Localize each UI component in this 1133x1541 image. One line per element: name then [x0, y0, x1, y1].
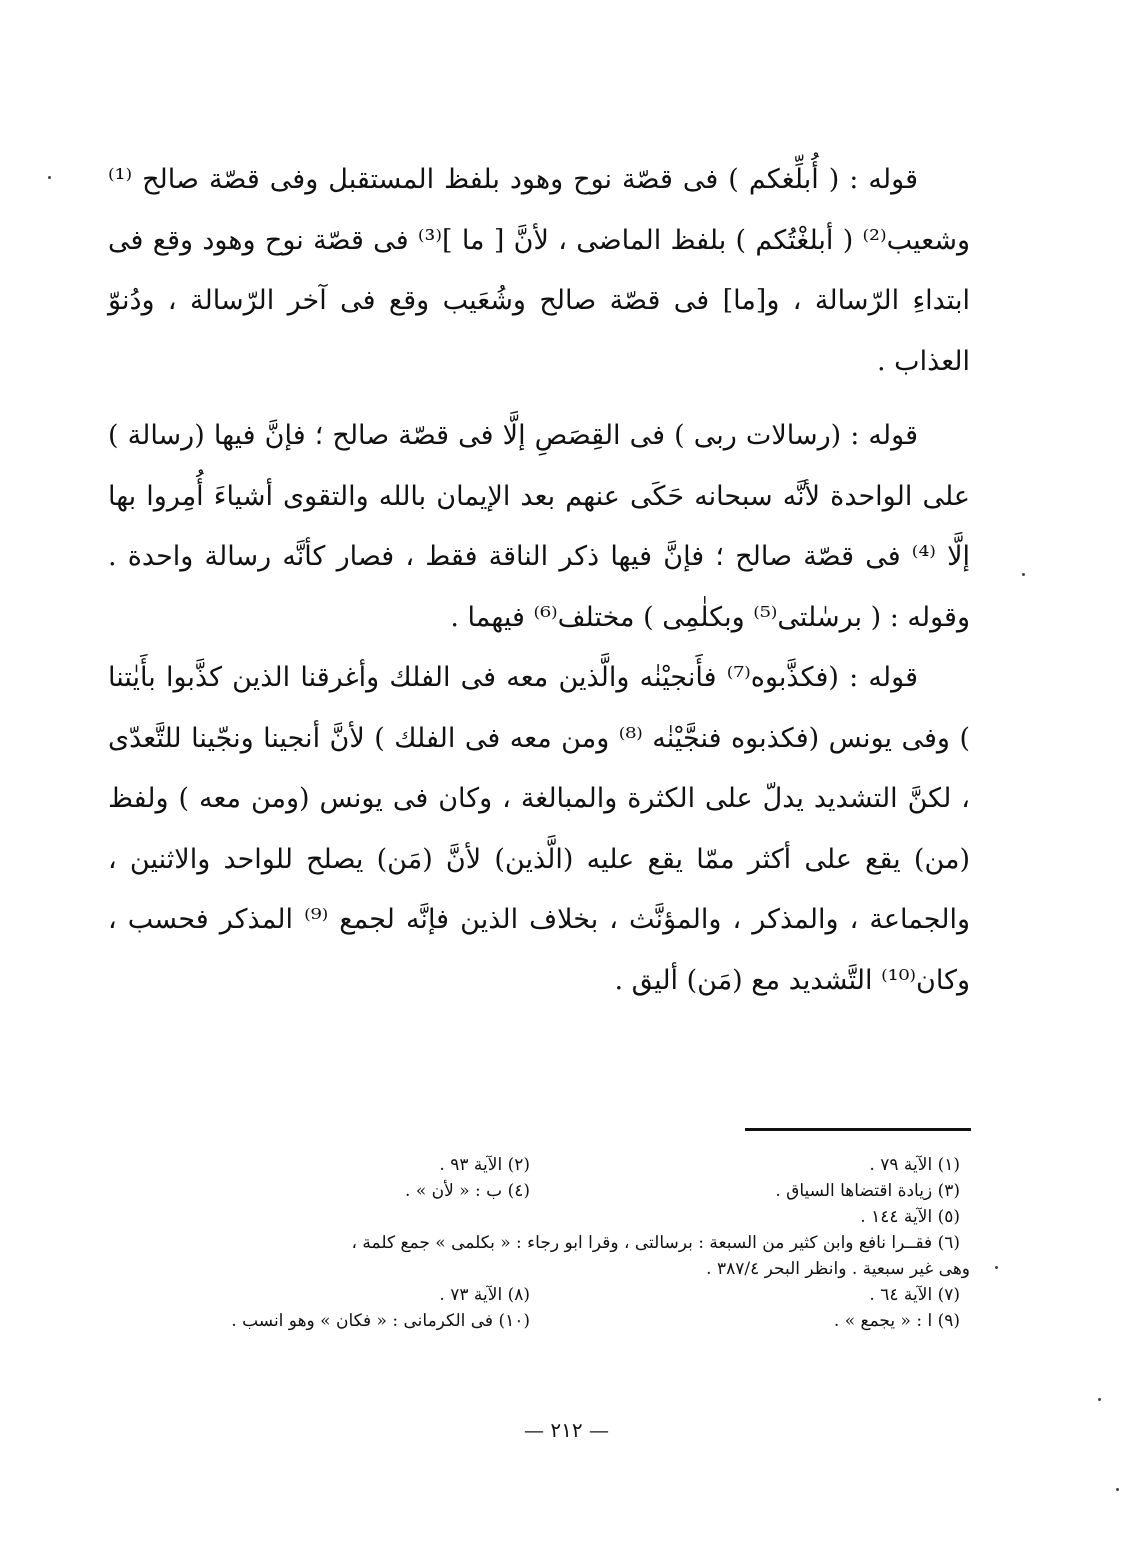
scan-speck	[995, 1266, 998, 1269]
paragraph-2: قوله : (رسالات ربى ) فى القِصَصِ إلَّا فى قصّة صالح ؛ فإنَّ فيها (رسالة ) على الواحدة لأنَّه سبحانه حَكَى عنهم بعد الإيمان بالله والتقوى أشياءَ أُمِروا بها إلَّا ⁽⁴⁾ فى قصّة صالح ؛ فإنَّ فيها ذكر الناقة فقط ، فصار كأنَّه رسالة واحدة . وقوله : ( برسٰلتى⁽⁵⁾ وبكلٰمِى ) مختلف⁽⁶⁾ فيهما .	[108, 420, 970, 633]
footnote-3: (٣) زيادة اقتضاها السياق .	[775, 1181, 960, 1201]
scan-speck	[48, 176, 51, 179]
footnote-9: (٩) ا : « يجمع » .	[833, 1311, 960, 1331]
footnote-row	[110, 1152, 970, 1178]
footnote-2: (٢) الآية ٩٣ .	[439, 1155, 530, 1175]
footnote-6: (٦) فقــرا نافع وابن كثير من السبعة : برسالتى ، وقرا ابو رجاء : « بكلمى » جمع كلمة ،	[351, 1233, 960, 1253]
scan-speck	[1098, 1398, 1101, 1401]
footnote-row	[110, 1178, 970, 1204]
footnote-6-continued: وهى غير سبعية . وانظر البحر ٣٨٧/٤ .	[706, 1259, 970, 1279]
paragraph-1: قوله : ( أُبلِّغكم ) فى قصّة نوح وهود بلفظ المستقبل وفى قصّة صالح ⁽¹⁾ وشعيب⁽²⁾ ( أبلغْتُكم ) بلفظ الماضى ، لأنَّ [ ما ]⁽³⁾ فى قصّة نوح وهود وقع فى ابتداءِ الرّسالة ، و[ما] فى قصّة صالح وشُعَيب وقع فى آخر الرّسالة ، ودُنوّ العذاب .	[108, 164, 970, 377]
scan-speck	[1116, 1488, 1119, 1491]
main-text	[108, 150, 970, 1011]
paragraph-3: قوله : (فكذَّبوه⁽⁷⁾ فأَنجيْنٰه والَّذين معه فى الفلك وأغرقنا الذين كذَّبوا بأَيٰتنا ) وفى يونس (فكذبوه فنجَّيْنٰه ⁽⁸⁾ ومن معه فى الفلك ) لأنَّ أنجينا ونجّينا للتَّعدّى ، لكنَّ التشديد يدلّ على الكثرة والمبالغة ، وكان فى يونس (ومن معه ) ولفظ (من) يقع على أكثر ممّا يقع عليه (الَّذين) لأنَّ (مَن) يصلح للواحد والاثنين ، والجماعة ، والمذكر ، والمؤنَّث ، بخلاف الذين فإنَّه لجمع ⁽⁹⁾ المذكر فحسب ، وكان⁽¹⁰⁾ التَّشديد مع (مَن) أليق .	[108, 662, 970, 996]
footnotes	[110, 1152, 970, 1334]
footnote-row	[110, 1282, 970, 1308]
scan-speck	[1022, 573, 1025, 576]
footnote-5: (٥) الآية ١٤٤ .	[860, 1207, 960, 1227]
footnote-8: (٨) الآية ٧٣ .	[439, 1285, 530, 1305]
footnote-row	[110, 1204, 970, 1230]
footnote-1: (١) الآية ٧٩ .	[869, 1155, 960, 1175]
footnote-divider	[745, 1128, 971, 1131]
footnote-7: (٧) الآية ٦٤ .	[869, 1285, 960, 1305]
footnote-row	[110, 1308, 970, 1334]
footnote-10: (١٠) فى الكرمانى : « فكان » وهو انسب .	[231, 1311, 530, 1331]
page-number: — ٢١٢ —	[524, 1418, 609, 1442]
footnote-4: (٤) ب : « لأن » .	[405, 1181, 530, 1201]
